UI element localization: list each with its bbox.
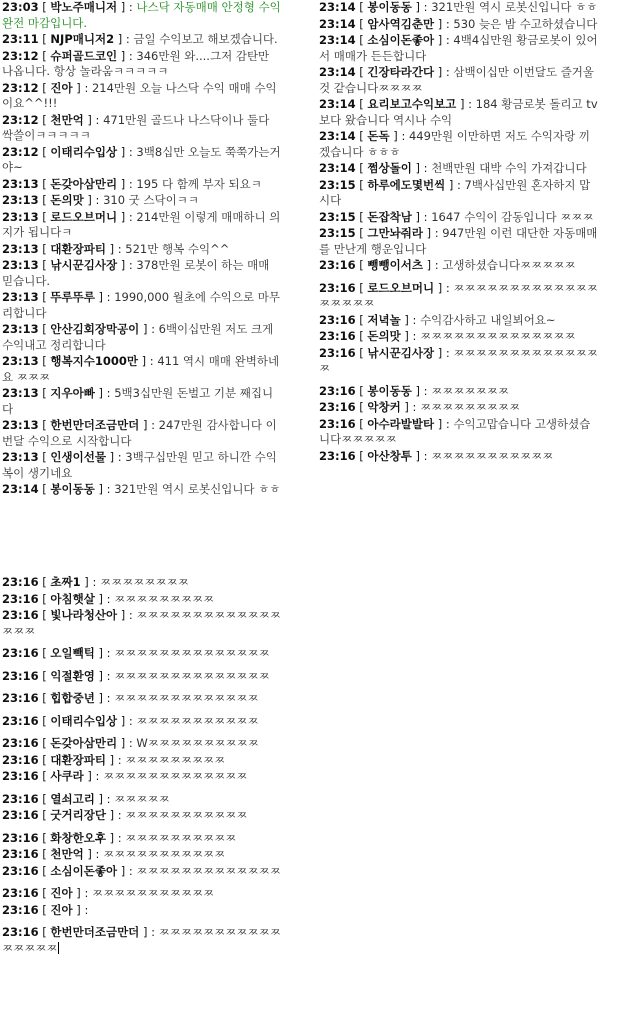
message-time: 23:13 — [2, 241, 39, 256]
message-text: 321만원 역시 로봇신입니다 ㅎㅎ — [431, 0, 598, 14]
message-username: 지우아빠 — [50, 386, 95, 400]
message-username: 악창커 — [367, 400, 401, 414]
message-username: 아수라발발타 — [367, 416, 435, 431]
chat-message: 23:13 [ 지우아빠 ] : 5백3십만원 돈벌고 기분 째집니다 — [2, 386, 274, 416]
chat-message: 23:12 [ 천만억 ] : 471만원 골드나 나스닥이나 둘다 싹쓸이ㅋㅋㅋㅋㅋ — [2, 112, 270, 142]
chat-message: 23:13 [ 낚시꾼김사장 ] : 378만원 로봇이 하는 매매 믿습니다. — [2, 258, 270, 288]
message-time: 23:14 — [319, 0, 356, 14]
message-text: ㅉㅉㅉㅉㅉㅉㅉㅉㅉㅉㅉㅉㅉㅉ — [114, 668, 270, 683]
message-username: 봉이동동 — [367, 383, 412, 398]
message-text: 346만원 와....그저 감탄만 나옵니다. 항상 놀라움ㅋㅋㅋㅋㅋ — [2, 48, 270, 78]
chat-message: 23:16 [ 한번만더조금만더 ] : ㅉㅉㅉㅉㅉㅉㅉㅉㅉㅉㅉㅉㅉㅉㅉㅉ — [2, 925, 281, 955]
chat-message: 23:16 [ 저녁놀 ] : 수익감사하고 내일뵈어요~ — [319, 312, 556, 327]
message-time: 23:14 — [319, 16, 356, 31]
message-time: 23:16 — [2, 886, 39, 900]
message-username: 익절환영 — [50, 668, 95, 683]
chat-log-bottom — [0, 575, 283, 1028]
message-text: ㅉㅉㅉㅉㅉㅉㅉㅉㅉㅉ — [125, 830, 237, 845]
chat-message: 23:16 [ 아산창투 ] : ㅉㅉㅉㅉㅉㅉㅉㅉㅉㅉㅉ — [319, 448, 554, 463]
message-text: 530 늦은 밤 수고하셨습니다 — [453, 16, 598, 31]
message-time: 23:13 — [2, 322, 39, 336]
chat-message: 23:16 [ 힙합중년 ] : ㅉㅉㅉㅉㅉㅉㅉㅉㅉㅉㅉㅉㅉ — [2, 691, 259, 705]
chat-message: 23:12 [ 진아 ] : 214만원 오늘 나스닥 수익 매매 수익이요^^!!! — [2, 80, 277, 110]
message-text: 321만원 역시 로봇신입니다 ㅎㅎ — [114, 482, 281, 496]
message-time: 23:15 — [319, 177, 356, 192]
message-username: 봉이동동 — [367, 0, 412, 14]
chat-message: 23:16 [ 익절환영 ] : ㅉㅉㅉㅉㅉㅉㅉㅉㅉㅉㅉㅉㅉㅉ — [2, 668, 270, 683]
message-text: 천백만원 대박 수익 가져갑니다 — [431, 161, 587, 175]
message-time: 23:16 — [319, 258, 356, 272]
chat-message: 23:14 [ 봉이동동 ] : 321만원 역시 로봇신입니다 ㅎㅎ — [319, 0, 598, 14]
chat-message: 23:13 [ 돈의맛 ] : 310 굿 스닥이ㅋㅋ — [2, 193, 199, 207]
message-time: 23:16 — [2, 769, 39, 783]
chat-message: 23:14 [ 쩜상돌이 ] : 천백만원 대박 수익 가져갑니다 — [319, 161, 587, 175]
chat-message: 23:14 [ 요리보고수익보고 ] : 184 황금로봇 돌리고 tv보다 왔습니다 역시나 수익 — [319, 97, 598, 127]
message-time: 23:16 — [319, 416, 356, 431]
chat-message: 23:14 [ 소심이돈좋아 ] : 4백4십만원 황금로봇이 있어서 매매가 든든합니다 — [319, 33, 598, 63]
chat-message: 23:14 [ 봉이동동 ] : 321만원 역시 로봇신입니다 ㅎㅎ — [2, 482, 281, 496]
message-username: 아산창투 — [367, 448, 412, 463]
message-text: 수익고맙습니다 고생하셨습니다ㅉㅉㅉㅉㅉ — [319, 416, 591, 446]
chat-message: 23:16 [ 천만억 ] : ㅉㅉㅉㅉㅉㅉㅉㅉㅉㅉㅉ — [2, 847, 226, 861]
message-text: ㅉㅉㅉㅉㅉㅉㅉㅉㅉㅉㅉㅉㅉ — [114, 691, 259, 705]
message-time: 23:16 — [319, 280, 356, 295]
message-username: 열쇠고리 — [50, 791, 95, 806]
message-time: 23:13 — [2, 258, 39, 272]
message-username: 암사역김춘만 — [367, 16, 435, 31]
chat-message: 23:16 [ 굿거리장단 ] : ㅉㅉㅉㅉㅉㅉㅉㅉㅉㅉㅉ — [2, 808, 248, 822]
message-time: 23:12 — [2, 112, 39, 127]
message-time: 23:16 — [2, 847, 39, 861]
message-time: 23:13 — [2, 418, 39, 432]
message-username: 돈의맛 — [367, 329, 401, 343]
chat-message: 23:03 [ 박노주매니저 ] : 나스닥 자동매매 안정형 수익 완전 마감입니다. — [2, 0, 281, 30]
message-username: 빛나라청산아 — [50, 608, 118, 622]
message-time: 23:14 — [319, 129, 356, 143]
chat-message: 23:14 [ 암사역김춘만 ] : 530 늦은 밤 수고하셨습니다 — [319, 16, 598, 31]
chat-message: 23:13 [ 행복지수1000만 ] : 411 역시 매매 완벽하네요 ㅉㅉㅉ — [2, 354, 280, 384]
text-cursor — [58, 942, 59, 954]
message-time: 23:16 — [2, 691, 39, 705]
message-text: ㅉㅉㅉㅉㅉㅉㅉㅉㅉㅉㅉ — [136, 713, 259, 728]
message-time: 23:16 — [2, 575, 39, 589]
message-time: 23:16 — [2, 863, 39, 878]
message-time: 23:16 — [319, 329, 356, 343]
message-username: 슈퍼골드코인 — [50, 48, 118, 63]
chat-message: 23:12 [ 이태리수입상 ] : 3백8십만 오늘도 쭉쭉가는거야~ — [2, 144, 281, 174]
message-username: 돈의맛 — [50, 193, 84, 207]
message-text: 214만원 오늘 나스닥 수익 매매 수익이요^^!!! — [2, 80, 277, 110]
chat-message: 23:13 [ 로드오브머니 ] : 214만원 이렇게 매매하니 의지가 됩니다ㅋ — [2, 209, 281, 239]
chat-message: 23:13 [ 인생이선물 ] : 3백구십만원 믿고 하니깐 수익 복이 생기네요 — [2, 450, 277, 480]
message-time: 23:16 — [319, 345, 356, 360]
message-username: 초짜1 — [50, 575, 81, 589]
message-username: 진아 — [50, 80, 73, 95]
message-time: 23:14 — [319, 33, 356, 47]
chat-message: 23:16 [ 낚시꾼김사장 ] : ㅉㅉㅉㅉㅉㅉㅉㅉㅉㅉㅉㅉㅉㅉ — [319, 345, 598, 375]
message-text: ㅉㅉㅉㅉㅉㅉㅉㅉㅉㅉㅉㅉㅉㅉㅉㅉ — [2, 925, 281, 955]
message-time: 23:14 — [319, 65, 356, 79]
message-text: 247만원 감사합니다 이번달 수익으로 시작합니다 — [2, 418, 277, 448]
message-time: 23:13 — [2, 176, 39, 191]
chat-message: 23:16 [ 아침햇살 ] : ㅉㅉㅉㅉㅉㅉㅉㅉㅉ — [2, 591, 215, 606]
message-text: 195 다 함께 부자 되요ㅋ — [136, 176, 262, 191]
message-time: 23:14 — [2, 482, 39, 496]
message-username: 하루에도몇번씩 — [367, 177, 446, 192]
message-text: ㅉㅉㅉㅉㅉㅉㅉㅉㅉ — [114, 591, 215, 606]
message-username: 화창한오후 — [50, 830, 106, 845]
message-text: 1647 수익이 감동입니다 ㅉㅉㅉ — [431, 209, 594, 224]
message-username: 뺑뺑이서츠 — [367, 258, 423, 272]
message-username: 봉이동동 — [50, 482, 95, 496]
message-text: 4백4십만원 황금로봇이 있어서 매매가 든든합니다 — [319, 33, 598, 63]
chat-message: 23:13 [ 대환장파티 ] : 521만 행복 수익^^ — [2, 241, 230, 256]
message-username: 안산김회장막공이 — [50, 322, 140, 336]
message-time: 23:13 — [2, 354, 39, 368]
chat-message: 23:13 [ 뚜루뚜루 ] : 1990,000 월초에 수익으로 마무리합니다 — [2, 290, 281, 320]
chat-message: 23:15 [ 하루에도몇번씩 ] : 7백사십만원 혼자하지 맙시다 — [319, 177, 591, 207]
message-username: 돈잡착남 — [367, 209, 412, 224]
chat-message: 23:16 [ 사쿠라 ] : ㅉㅉㅉㅉㅉㅉㅉㅉㅉㅉㅉㅉㅉ — [2, 769, 248, 783]
message-username: 그만놔줘라 — [367, 226, 423, 240]
chat-message: 23:16 [ 진아 ] : ㅉㅉㅉㅉㅉㅉㅉㅉㅉㅉㅉ — [2, 886, 215, 900]
message-username: 한번만더조금만더 — [50, 418, 140, 432]
message-text: 수익감사하고 내일뵈어요~ — [420, 312, 556, 327]
message-time: 23:16 — [2, 830, 39, 845]
message-time: 23:16 — [2, 591, 39, 606]
message-time: 23:12 — [2, 48, 39, 63]
message-time: 23:16 — [2, 646, 39, 660]
message-text: 214만원 이렇게 매매하니 의지가 됩니다ㅋ — [2, 209, 281, 239]
message-text: 삼백이십만 이번달도 즐거울것 같습니다ㅉㅉㅉㅉ — [319, 65, 595, 95]
message-username: 소심이돈좋아 — [50, 863, 118, 878]
message-text: 449만원 이만하면 저도 수익자랑 끼겠습니다 ㅎㅎㅎ — [319, 129, 590, 159]
message-username: 로드오브머니 — [50, 209, 118, 224]
message-username: 돈갖아삼만리 — [50, 176, 118, 191]
message-text: 411 역시 매매 완벽하네요 ㅉㅉㅉ — [2, 354, 280, 384]
message-text: 310 굿 스닥이ㅋㅋ — [103, 193, 199, 207]
message-text: ㅉㅉㅉㅉㅉㅉㅉㅉㅉㅉㅉㅉㅉㅉㅉㅉ — [2, 608, 281, 638]
chat-message: 23:15 [ 돈잡착남 ] : 1647 수익이 감동입니다 ㅉㅉㅉ — [319, 209, 594, 224]
message-username: 낚시꾼김사장 — [367, 345, 435, 360]
chat-message: 23:14 [ 긴장타라간다 ] : 삼백이십만 이번달도 즐거울것 같습니다ㅉㅉㅉㅉ — [319, 65, 595, 95]
message-username: 행복지수1000만 — [50, 354, 138, 368]
message-text: 471만원 골드나 나스닥이나 둘다 싹쓸이ㅋㅋㅋㅋㅋ — [2, 112, 270, 142]
message-text: ㅉㅉㅉㅉㅉㅉㅉㅉ — [99, 575, 189, 589]
message-time: 23:13 — [2, 290, 39, 304]
message-text: ㅉㅉㅉㅉㅉㅉㅉㅉㅉㅉㅉ — [125, 808, 248, 822]
chat-log-right — [317, 0, 600, 532]
message-username: 대환장파티 — [50, 752, 106, 767]
chat-message: 23:16 [ 돈의맛 ] : ㅉㅉㅉㅉㅉㅉㅉㅉㅉㅉㅉㅉㅉㅉ — [319, 329, 576, 343]
message-text: 금일 수익보고 해보겠습니다. — [133, 32, 278, 46]
chat-message: 23:16 [ 진아 ] : — [2, 902, 89, 917]
message-username: 돈갖아삼만리 — [50, 736, 118, 750]
chat-message: 23:14 [ 돈독 ] : 449만원 이만하면 저도 수익자랑 끼겠습니다 ㅎㅎㅎ — [319, 129, 590, 159]
chat-message: 23:16 [ 초짜1 ] : ㅉㅉㅉㅉㅉㅉㅉㅉ — [2, 575, 189, 589]
message-username: 뚜루뚜루 — [50, 290, 95, 304]
message-time: 23:16 — [2, 752, 39, 767]
message-text: ㅉㅉㅉㅉㅉㅉㅉㅉㅉㅉㅉㅉㅉㅉㅉㅉㅉㅉ — [319, 280, 598, 310]
message-time: 23:13 — [2, 209, 39, 224]
chat-message: 23:16 [ 이태리수입상 ] : ㅉㅉㅉㅉㅉㅉㅉㅉㅉㅉㅉ — [2, 713, 259, 728]
message-username: 대환장파티 — [50, 241, 106, 256]
message-username: 한번만더조금만더 — [50, 925, 140, 939]
chat-message: 23:13 [ 안산김회장막공이 ] : 6백이십만원 저도 크게 수익내고 정리합니다 — [2, 322, 274, 352]
message-username: 이태리수입상 — [50, 713, 118, 728]
chat-message: 23:16 [ 대환장파티 ] : ㅉㅉㅉㅉㅉㅉㅉㅉㅉ — [2, 752, 226, 767]
chat-log-left — [0, 0, 283, 532]
chat-message: 23:15 [ 그만놔줘라 ] : 947만원 이런 대단한 자동매매를 만난게 행운입니다 — [319, 226, 598, 256]
message-text: ㅉㅉㅉㅉㅉㅉㅉㅉㅉㅉㅉㅉㅉ — [103, 769, 248, 783]
message-username: 굿거리장단 — [50, 808, 106, 822]
chat-message: 23:16 [ 빛나라청산아 ] : ㅉㅉㅉㅉㅉㅉㅉㅉㅉㅉㅉㅉㅉㅉㅉㅉ — [2, 608, 281, 638]
message-text: 3백8십만 오늘도 쭉쭉가는거야~ — [2, 144, 281, 174]
chat-message: 23:13 [ 한번만더조금만더 ] : 247만원 감사합니다 이번달 수익으로 시작합니다 — [2, 418, 277, 448]
message-username: 천만억 — [50, 847, 84, 861]
message-username: 박노주매니저 — [50, 0, 118, 14]
message-time: 23:16 — [319, 312, 356, 327]
message-text: 378만원 로봇이 하는 매매 믿습니다. — [2, 258, 270, 288]
message-text: 521만 행복 수익^^ — [125, 241, 230, 256]
message-time: 23:15 — [319, 209, 356, 224]
chat-message: 23:16 [ 열쇠고리 ] : ㅉㅉㅉㅉㅉ — [2, 791, 170, 806]
chat-message: 23:13 [ 돈갖아삼만리 ] : 195 다 함께 부자 되요ㅋ — [2, 176, 262, 191]
message-username: 진아 — [50, 902, 73, 917]
message-time: 23:13 — [2, 450, 39, 464]
message-username: 아침햇살 — [50, 591, 95, 606]
message-username: 진아 — [50, 886, 73, 900]
chat-message: 23:16 [ 화창한오후 ] : ㅉㅉㅉㅉㅉㅉㅉㅉㅉㅉ — [2, 830, 237, 845]
message-time: 23:16 — [2, 808, 39, 822]
message-text: ㅉㅉㅉㅉㅉ — [114, 791, 170, 806]
message-text: 3백구십만원 믿고 하니깐 수익 복이 생기네요 — [2, 450, 277, 480]
message-time: 23:14 — [319, 97, 356, 111]
message-text: 1990,000 월초에 수익으로 마무리합니다 — [2, 290, 281, 320]
message-username: 긴장타라간다 — [367, 65, 435, 79]
message-text: 6백이십만원 저도 크게 수익내고 정리합니다 — [2, 322, 274, 352]
message-time: 23:16 — [2, 736, 39, 750]
message-username: 낚시꾼김사장 — [50, 258, 118, 272]
chat-message: 23:16 [ 악창커 ] : ㅉㅉㅉㅉㅉㅉㅉㅉㅉ — [319, 400, 521, 414]
message-username: 사쿠라 — [50, 769, 84, 783]
message-username: 돈독 — [367, 129, 390, 143]
message-text: ㅉㅉㅉㅉㅉㅉㅉㅉㅉㅉㅉㅉㅉ — [136, 863, 281, 878]
message-time: 23:13 — [2, 386, 39, 400]
message-time: 23:16 — [2, 791, 39, 806]
message-time: 23:16 — [319, 383, 356, 398]
message-time: 23:03 — [2, 0, 39, 14]
message-time: 23:16 — [319, 448, 356, 463]
message-time: 23:16 — [319, 400, 356, 414]
message-text: ㅉㅉㅉㅉㅉㅉㅉㅉㅉㅉㅉ — [103, 847, 226, 861]
message-text: 7백사십만원 혼자하지 맙시다 — [319, 177, 591, 207]
message-username: 쩜상돌이 — [367, 161, 412, 175]
message-text: ㅉㅉㅉㅉㅉㅉㅉㅉㅉㅉㅉㅉㅉㅉ — [114, 646, 270, 660]
message-time: 23:11 — [2, 32, 39, 46]
message-username: 로드오브머니 — [367, 280, 435, 295]
chat-message: 23:16 [ 로드오브머니 ] : ㅉㅉㅉㅉㅉㅉㅉㅉㅉㅉㅉㅉㅉㅉㅉㅉㅉㅉ — [319, 280, 598, 310]
message-text: ㅉㅉㅉㅉㅉㅉㅉㅉㅉㅉㅉ — [91, 886, 215, 900]
message-time: 23:13 — [2, 193, 39, 207]
message-username: 소심이돈좋아 — [367, 33, 435, 47]
message-username: 천만억 — [50, 112, 84, 127]
chat-message: 23:16 [ 돈갖아삼만리 ] : Wㅉㅉㅉㅉㅉㅉㅉㅉㅉㅉ — [2, 736, 259, 750]
chat-message: 23:16 [ 뺑뺑이서츠 ] : 고생하셨습니다ㅉㅉㅉㅉㅉ — [319, 258, 576, 272]
message-time: 23:12 — [2, 144, 39, 159]
message-username: 힙합중년 — [50, 691, 95, 705]
message-username: 이태리수입상 — [50, 144, 118, 159]
chat-message: 23:12 [ 슈퍼골드코인 ] : 346만원 와....그저 감탄만 나옵니다. 항상 놀라움ㅋㅋㅋㅋㅋ — [2, 48, 270, 78]
message-username: 요리보고수익보고 — [367, 97, 457, 111]
message-text: ㅉㅉㅉㅉㅉㅉㅉㅉㅉㅉㅉㅉㅉㅉ — [420, 329, 576, 343]
message-username: NJP매니저2 — [50, 32, 115, 46]
chat-message: 23:16 [ 아수라발발타 ] : 수익고맙습니다 고생하셨습니다ㅉㅉㅉㅉㅉ — [319, 416, 591, 446]
message-text: ㅉㅉㅉㅉㅉㅉㅉㅉㅉ — [420, 400, 521, 414]
message-username: 인생이선물 — [50, 450, 106, 464]
divider-space — [0, 532, 630, 575]
message-text: 고생하셨습니다ㅉㅉㅉㅉㅉ — [442, 258, 576, 272]
message-time: 23:15 — [319, 226, 356, 240]
message-text: 5백3십만원 돈벌고 기분 째집니다 — [2, 386, 274, 416]
chat-message: 23:16 [ 오일빽틱 ] : ㅉㅉㅉㅉㅉㅉㅉㅉㅉㅉㅉㅉㅉㅉ — [2, 646, 270, 660]
message-text: ㅉㅉㅉㅉㅉㅉㅉ — [431, 383, 509, 398]
message-time: 23:14 — [319, 161, 356, 175]
message-text: Wㅉㅉㅉㅉㅉㅉㅉㅉㅉㅉ — [136, 736, 259, 750]
message-time: 23:16 — [2, 608, 39, 622]
chat-message: 23:11 [ NJP매니저2 ] : 금일 수익보고 해보겠습니다. — [2, 32, 278, 46]
chat-message: 23:16 [ 소심이돈좋아 ] : ㅉㅉㅉㅉㅉㅉㅉㅉㅉㅉㅉㅉㅉ — [2, 863, 281, 878]
message-text: ㅉㅉㅉㅉㅉㅉㅉㅉㅉㅉㅉㅉㅉㅉ — [319, 345, 598, 375]
message-username: 저녁놀 — [367, 312, 401, 327]
message-text: 947만원 이런 대단한 자동매매를 만난게 행운입니다 — [319, 226, 598, 256]
message-text: ㅉㅉㅉㅉㅉㅉㅉㅉㅉㅉㅉ — [431, 448, 554, 463]
message-username: 오일빽틱 — [50, 646, 95, 660]
message-time: 23:12 — [2, 80, 39, 95]
message-time: 23:16 — [2, 668, 39, 683]
message-time: 23:16 — [2, 713, 39, 728]
message-text: 나스닥 자동매매 안정형 수익 완전 마감입니다. — [2, 0, 281, 30]
message-text: 184 황금로봇 돌리고 tv보다 왔습니다 역시나 수익 — [319, 97, 598, 127]
message-time: 23:16 — [2, 902, 39, 917]
message-text: ㅉㅉㅉㅉㅉㅉㅉㅉㅉ — [125, 752, 226, 767]
message-time: 23:16 — [2, 925, 39, 939]
chat-message: 23:16 [ 봉이동동 ] : ㅉㅉㅉㅉㅉㅉㅉ — [319, 383, 509, 398]
